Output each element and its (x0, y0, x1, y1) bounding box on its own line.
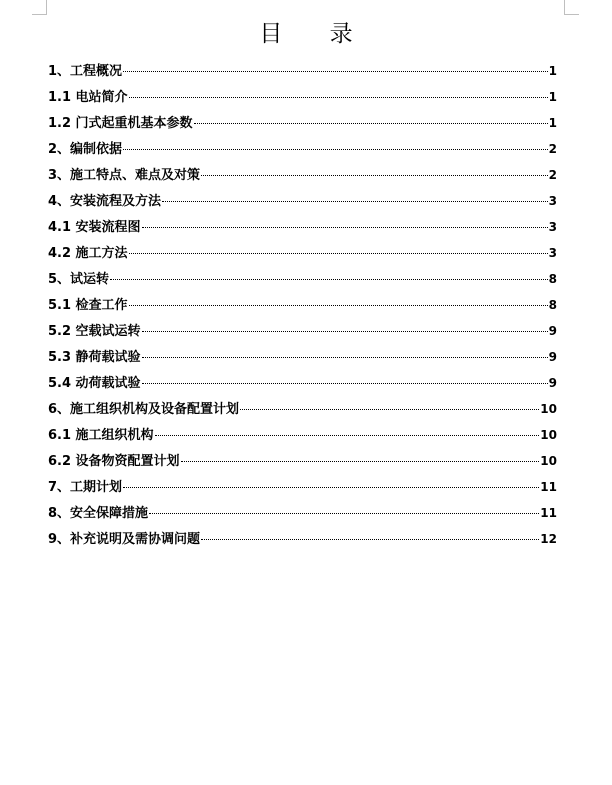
toc-entry-page-number: 8 (548, 272, 557, 286)
toc-entry-label: 4.1 安装流程图 (48, 220, 141, 235)
toc-entry[interactable] (48, 136, 557, 162)
toc-entry-page-number: 3 (548, 194, 557, 208)
toc-entry-label: 6、施工组织机构及设备配置计划 (48, 402, 240, 417)
toc-entry-label: 5.1 检查工作 (48, 298, 128, 313)
toc-entry-page-number: 10 (540, 402, 557, 416)
toc-entry-label: 5、试运转 (48, 272, 110, 287)
toc-entry-page-number: 9 (548, 376, 557, 390)
toc-leader-dots (142, 383, 548, 384)
toc-entry[interactable] (48, 162, 557, 188)
toc-leader-dots (149, 513, 539, 514)
toc-entry-page-number: 12 (540, 532, 557, 546)
toc-leader-dots (194, 123, 548, 124)
toc-entry-page-number: 1 (548, 90, 557, 104)
margin-mark-top-left (32, 0, 47, 15)
toc-entry-page-number: 3 (548, 246, 557, 260)
toc-entry-label: 1.1 电站简介 (48, 90, 128, 105)
table-of-contents (48, 58, 557, 552)
toc-entry[interactable] (48, 318, 557, 344)
toc-entry-label: 3、施工特点、难点及对策 (48, 168, 201, 183)
toc-entry[interactable] (48, 214, 557, 240)
toc-entry-label: 6.2 设备物资配置计划 (48, 454, 180, 469)
toc-entry-label: 8、安全保障措施 (48, 506, 149, 521)
margin-mark-top-right (564, 0, 579, 15)
toc-entry-page-number: 1 (548, 116, 557, 130)
toc-entry[interactable] (48, 474, 557, 500)
toc-entry-page-number: 11 (540, 506, 557, 520)
toc-leader-dots (123, 71, 548, 72)
toc-entry-page-number: 3 (548, 220, 557, 234)
toc-entry-label: 1、工程概况 (48, 64, 123, 79)
toc-entry-page-number: 1 (548, 64, 557, 78)
toc-entry[interactable] (48, 500, 557, 526)
toc-entry[interactable] (48, 110, 557, 136)
toc-leader-dots (123, 487, 539, 488)
toc-entry-label: 2、编制依据 (48, 142, 123, 157)
toc-entry-page-number: 10 (540, 454, 557, 468)
toc-entry[interactable] (48, 526, 557, 552)
toc-entry-label: 7、工期计划 (48, 480, 123, 495)
toc-leader-dots (162, 201, 548, 202)
toc-leader-dots (240, 409, 539, 410)
toc-leader-dots (129, 97, 548, 98)
toc-entry-label: 4、安装流程及方法 (48, 194, 162, 209)
toc-entry-label: 9、补充说明及需协调问题 (48, 532, 201, 547)
toc-entry-page-number: 2 (548, 168, 557, 182)
toc-entry-label: 6.1 施工组织机构 (48, 428, 154, 443)
toc-entry[interactable] (48, 422, 557, 448)
toc-entry-page-number: 8 (548, 298, 557, 312)
toc-leader-dots (142, 227, 548, 228)
toc-leader-dots (155, 435, 540, 436)
toc-entry-label: 5.2 空载试运转 (48, 324, 141, 339)
toc-entry-page-number: 11 (540, 480, 557, 494)
toc-leader-dots (201, 539, 539, 540)
toc-entry-label: 5.4 动荷载试验 (48, 376, 141, 391)
toc-entry[interactable] (48, 344, 557, 370)
toc-entry-label: 5.3 静荷载试验 (48, 350, 141, 365)
toc-entry-page-number: 9 (548, 324, 557, 338)
toc-entry-page-number: 2 (548, 142, 557, 156)
toc-entry[interactable] (48, 84, 557, 110)
toc-leader-dots (123, 149, 548, 150)
toc-leader-dots (201, 175, 548, 176)
toc-entry[interactable] (48, 188, 557, 214)
toc-entry[interactable] (48, 396, 557, 422)
toc-entry[interactable] (48, 58, 557, 84)
toc-entry[interactable] (48, 266, 557, 292)
toc-leader-dots (129, 305, 548, 306)
toc-title: 目 录 (259, 21, 373, 47)
toc-entry[interactable] (48, 370, 557, 396)
toc-entry-page-number: 10 (540, 428, 557, 442)
toc-leader-dots (142, 357, 548, 358)
toc-leader-dots (129, 253, 548, 254)
toc-entry-label: 4.2 施工方法 (48, 246, 128, 261)
toc-entry-page-number: 9 (548, 350, 557, 364)
toc-entry[interactable] (48, 448, 557, 474)
toc-entry-label: 1.2 门式起重机基本参数 (48, 116, 193, 131)
toc-leader-dots (142, 331, 548, 332)
toc-entry[interactable] (48, 240, 557, 266)
toc-leader-dots (110, 279, 548, 280)
toc-entry[interactable] (48, 292, 557, 318)
toc-leader-dots (181, 461, 540, 462)
